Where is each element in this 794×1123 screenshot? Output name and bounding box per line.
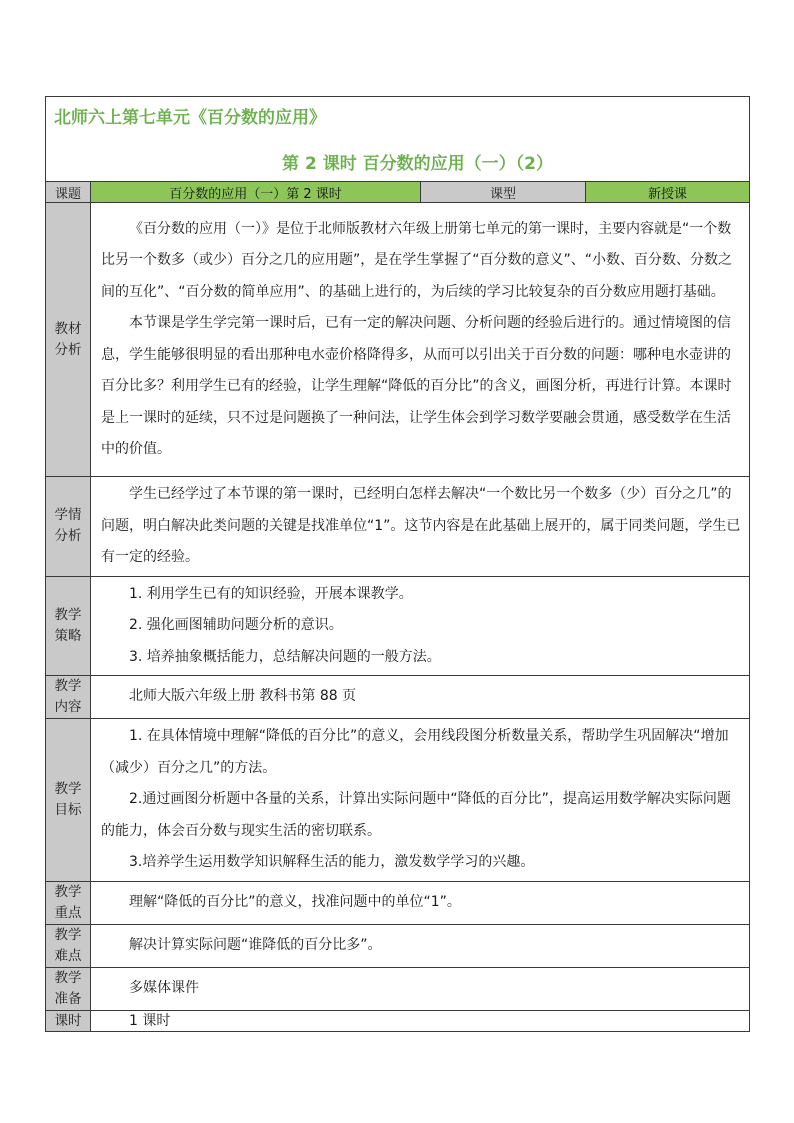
topic-label: 课题: [46, 182, 91, 203]
hours-text: 1 课时: [129, 1012, 171, 1029]
hours-cell: [91, 1010, 750, 1031]
meta-row: [46, 182, 750, 203]
type-value: 新授课: [586, 182, 750, 203]
section-key-points: [46, 881, 750, 924]
material-content: [91, 203, 750, 477]
learner-label: 学情 分析: [46, 477, 91, 577]
unit-title: 北师六上第七单元《百分数的应用》: [54, 108, 326, 128]
strategy-label: 教学 策略: [46, 576, 91, 676]
goal-item: 3.培养学生运用数学知识解释生活的能力，激发数学学习的兴趣。: [129, 854, 535, 870]
difficulties-label: 教学 难点: [46, 924, 91, 967]
material-label: 教材 分析: [46, 203, 91, 477]
content-text-cell: [91, 676, 750, 719]
difficulties-text: 解决计算实际问题“谁降低的百分比多”。: [129, 936, 382, 953]
section-preparation: [46, 967, 750, 1010]
section-hours: [46, 1010, 750, 1031]
section-difficulties: [46, 924, 750, 967]
content-text: 北师大版六年级上册 教科书第 88 页: [129, 688, 357, 705]
title-cell: [46, 97, 750, 182]
section-goals: [46, 719, 750, 882]
goals-content: [91, 719, 750, 882]
lesson-plan-sheet: [45, 96, 749, 1032]
content-label: 教学 内容: [46, 676, 91, 719]
section-learner: [46, 477, 750, 577]
material-paragraph: 《百分数的应用（一）》是位于北师版教材六年级上册第七单元的第一课时，主要内容就是“一个数比另一个数多（或少）百分之几的应用题”，是在学生掌握了“百分数的意义”、“小数、百分数、分数之间的互化”、“百分数的简单应用”、的基础上进行的，为后续的学习比较复杂的百分数应用题打基础。: [101, 220, 733, 300]
lesson-plan-table: [45, 96, 750, 1032]
key-points-label: 教学 重点: [46, 881, 91, 924]
strategy-item: 2. 强化画图辅助问题分析的意识。: [129, 617, 343, 633]
strategy-item: 1. 利用学生已有的知识经验，开展本课教学。: [129, 585, 413, 602]
hours-label: 课时: [46, 1010, 91, 1031]
strategy-item: 3. 培养抽象概括能力，总结解决问题的一般方法。: [129, 648, 441, 665]
preparation-text: 多媒体课件: [129, 979, 199, 996]
strategy-content: [91, 576, 750, 676]
section-strategy: [46, 576, 750, 676]
goals-label: 教学 目标: [46, 719, 91, 882]
key-points-cell: [91, 881, 750, 924]
difficulties-cell: [91, 924, 750, 967]
lesson-title: 第 2 课时 百分数的应用（一）（2）: [282, 154, 553, 174]
learner-paragraph: 学生已经学过了本节课的第一课时，已经明白怎样去解决“一个数比另一个数多（少）百分之几”的问题，明白解决此类问题的关键是找准单位“1”。这节内容是在此基础上展开的，属于同类问题，学生已有一定的经验。: [101, 486, 741, 565]
key-points-text: 理解“降低的百分比”的意义，找准问题中的单位“1”。: [129, 893, 461, 910]
goal-item: 1. 在具体情境中理解“降低的百分比”的意义，会用线段图分析数量关系，帮助学生巩固解决“增加（减少）百分之几”的方法。: [101, 728, 729, 776]
section-material: [46, 203, 750, 477]
material-paragraph: 本节课是学生学完第一课时后，已有一定的解决问题、分析问题的经验后进行的。通过情境图的信息，学生能够很明显的看出那种电水壶价格降得多，从而可以引出关于百分数的问题：哪种电水壶讲的百分比多？利用学生已有的经验，让学生理解“降低的百分比”的含义，画图分析，再进行计算。本课时是上一课时的延续，只不过是问题换了一种问法，让学生体会到学习数学要融会贯通，感受数学在生活中的价值。: [101, 315, 732, 457]
preparation-label: 教学 准备: [46, 967, 91, 1010]
preparation-cell: [91, 967, 750, 1010]
learner-content: [91, 477, 750, 577]
section-content: [46, 676, 750, 719]
goal-item: 2.通过画图分析题中各量的关系，计算出实际问题中“降低的百分比”，提高运用数学解决实际问题的能力，体会百分数与现实生活的密切联系。: [101, 791, 731, 839]
topic-value: 百分数的应用（一）第 2 课时: [91, 182, 421, 203]
type-label: 课型: [421, 182, 586, 203]
